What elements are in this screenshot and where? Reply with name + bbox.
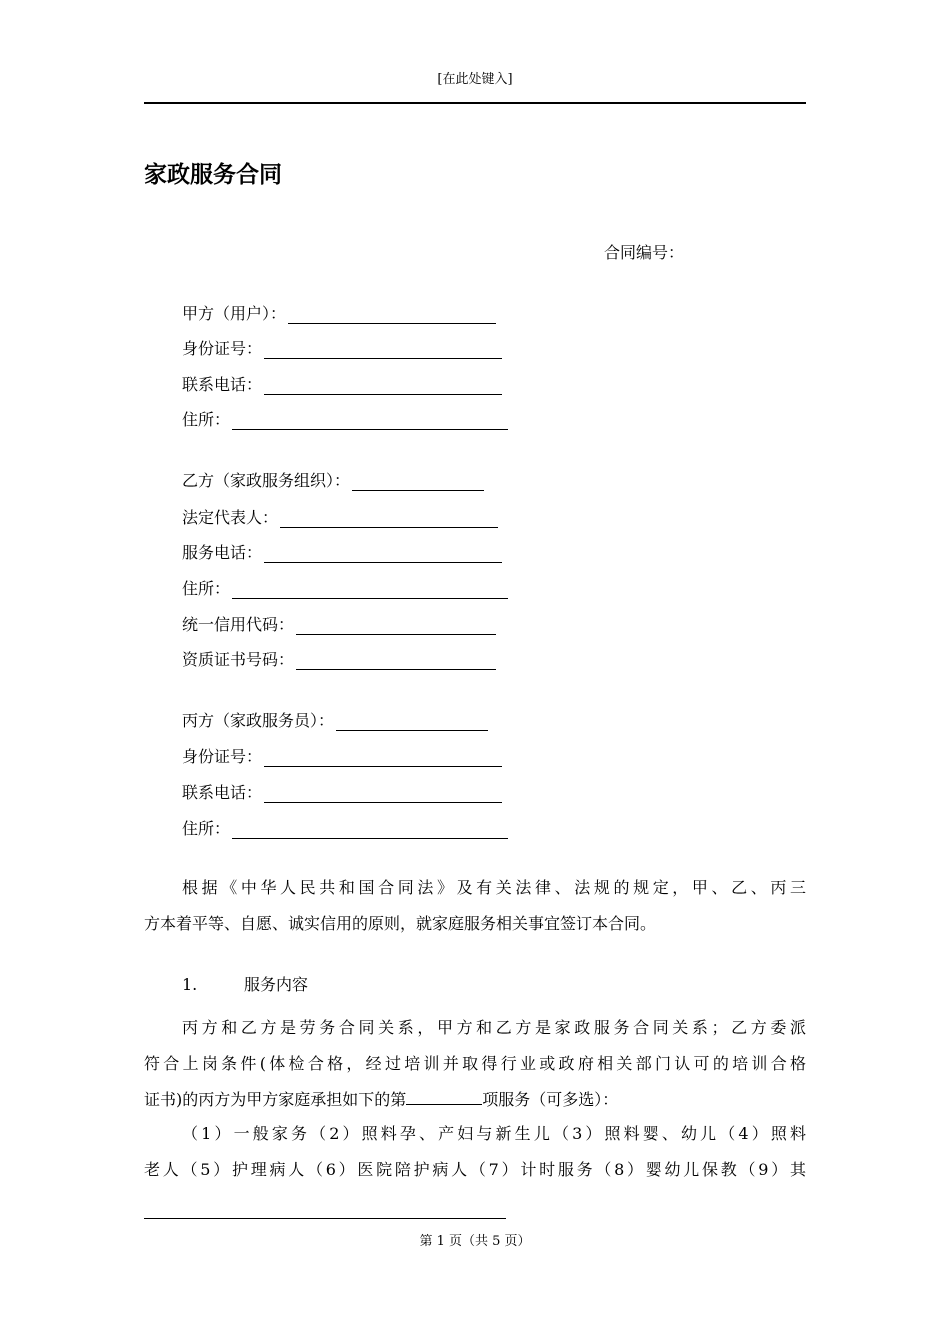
party-c-address-label: 住所： [182, 819, 231, 838]
party-b-phone-row [182, 539, 502, 563]
party-c-address-row [182, 815, 508, 839]
party-a-name-row [182, 300, 496, 324]
party-c-phone-row [182, 779, 502, 803]
section-1-paragraph-1 [144, 1010, 806, 1118]
party-b-cert-no-row [182, 646, 496, 670]
section-1-heading [182, 972, 308, 995]
party-a-address-row [182, 406, 508, 430]
section-1-p1-line-3-after: 项服务（可多选）： [482, 1090, 619, 1109]
contract-number-label: 合同编号： [604, 243, 685, 262]
party-c-phone-label: 联系电话： [182, 783, 263, 802]
party-b-cert-no-label: 资质证书号码： [182, 650, 295, 669]
party-a-id-label: 身份证号： [182, 339, 263, 358]
party-c-id-row [182, 743, 502, 767]
party-b-phone-label: 服务电话： [182, 543, 263, 562]
party-c-id-field[interactable] [264, 748, 502, 767]
party-a-id-row [182, 335, 502, 359]
service-items-field[interactable] [406, 1090, 482, 1105]
footer-divider [144, 1218, 506, 1219]
party-b-legal-rep-row [182, 504, 498, 528]
section-1-p1-line-3-before: 证书)的丙方为甲方家庭承担如下的第 [144, 1090, 407, 1109]
party-a-address-label: 住所： [182, 410, 231, 429]
party-b-name-label: 乙方（家政服务组织）： [182, 471, 351, 490]
party-b-cert-no-field[interactable] [296, 651, 496, 670]
party-b-legal-rep-label: 法定代表人： [182, 508, 279, 527]
intro-line-2: 方本着平等、自愿、诚实信用的原则，就家庭服务相关事宜签订本合同。 [144, 914, 657, 933]
party-a-phone-row [182, 371, 502, 395]
intro-line-1: 根据《中华人民共和国合同法》及有关法律、法规的规定，甲、乙、丙三 [182, 878, 806, 897]
party-a-address-field[interactable] [232, 411, 508, 430]
party-a-name-field[interactable] [288, 305, 496, 324]
party-b-credit-code-label: 统一信用代码： [182, 615, 295, 634]
party-c-address-field[interactable] [232, 820, 508, 839]
party-b-address-label: 住所： [182, 579, 231, 598]
party-b-legal-rep-field[interactable] [280, 509, 498, 528]
section-1-p1-line-3 [144, 1082, 806, 1118]
party-c-name-label: 丙方（家政服务员）： [182, 711, 335, 730]
section-1-paragraph-2 [144, 1116, 806, 1188]
page-number: 第 1 页（共 5 页） [419, 1234, 531, 1249]
header-divider [144, 102, 806, 104]
party-b-phone-field[interactable] [264, 544, 502, 563]
section-1-title: 服务内容 [244, 975, 309, 994]
party-b-name-field[interactable] [352, 472, 484, 491]
section-1-p1-line-1: 丙方和乙方是劳务合同关系，甲方和乙方是家政服务合同关系；乙方委派 [182, 1018, 806, 1037]
page-header: [在此处键入] [437, 72, 513, 87]
section-1-number: 1. [182, 975, 198, 994]
party-b-credit-code-field[interactable] [296, 616, 496, 635]
party-a-phone-field[interactable] [264, 376, 502, 395]
party-c-phone-field[interactable] [264, 784, 502, 803]
party-c-name-row [182, 707, 488, 731]
section-1-p2-line-2: 老人（5）护理病人（6）医院陪护病人（7）计时服务（8）婴幼儿保教（9）其 [144, 1160, 806, 1179]
party-b-address-row [182, 575, 508, 599]
party-a-id-field[interactable] [264, 340, 502, 359]
party-b-credit-code-row [182, 611, 496, 635]
intro-paragraph [144, 870, 806, 942]
party-a-phone-label: 联系电话： [182, 375, 263, 394]
party-b-name-row [182, 467, 484, 491]
section-1-p1-line-2: 符合上岗条件(体检合格，经过培训并取得行业或政府相关部门认可的培训合格 [144, 1054, 806, 1073]
section-1-p2-line-1: （1）一般家务（2）照料孕、产妇与新生儿（3）照料婴、幼儿（4）照料 [182, 1124, 806, 1143]
party-c-id-label: 身份证号： [182, 747, 263, 766]
party-b-address-field[interactable] [232, 580, 508, 599]
party-c-name-field[interactable] [336, 712, 488, 731]
party-a-name-label: 甲方（用户）： [182, 304, 287, 323]
document-title: 家政服务合同 [144, 162, 282, 188]
